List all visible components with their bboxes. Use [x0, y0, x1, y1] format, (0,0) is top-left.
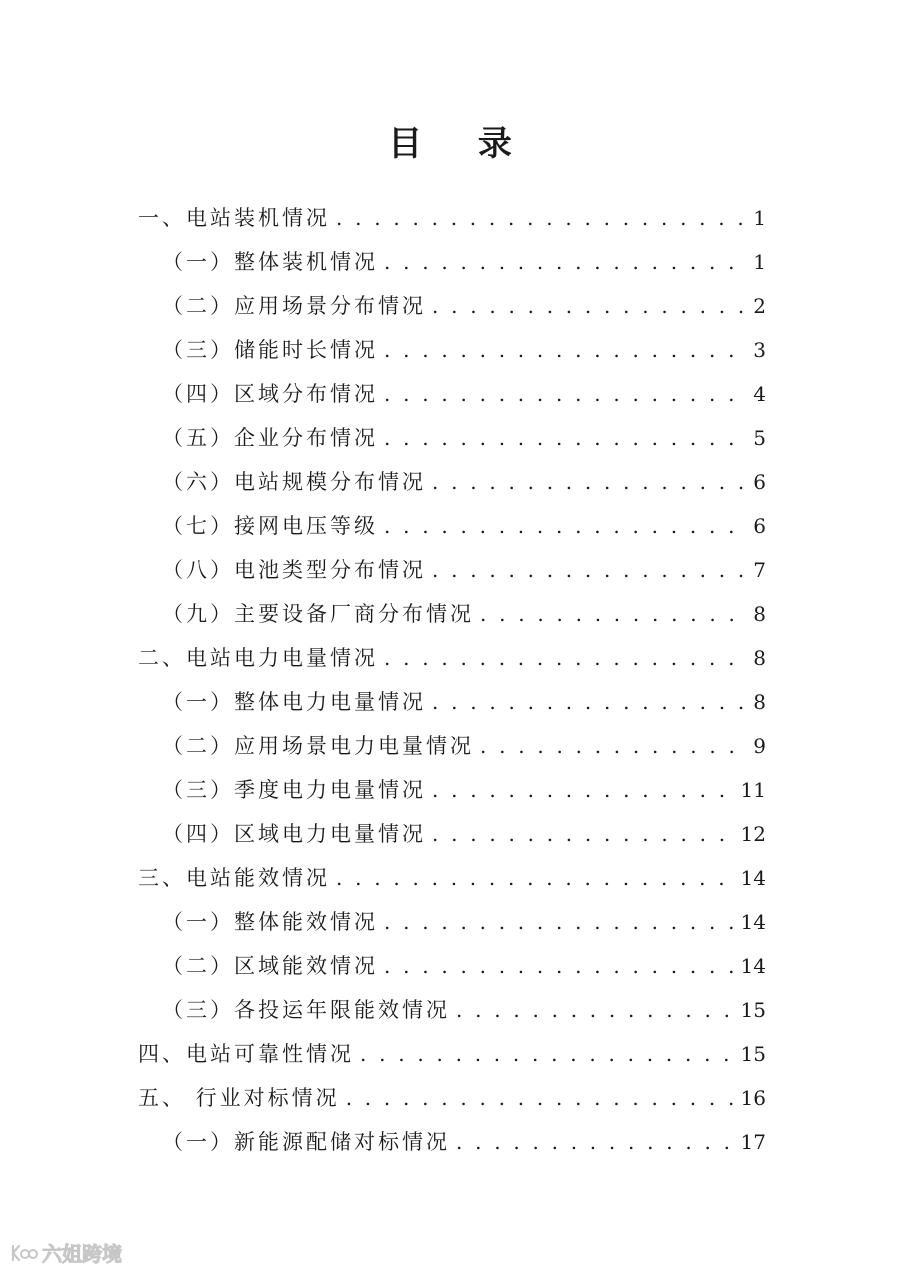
toc-entry[interactable] — [138, 592, 766, 636]
toc-page-number: 11 — [740, 778, 766, 802]
toc-leader-dots — [432, 680, 749, 724]
toc-entry-title: （二）区域能效情况 — [162, 954, 378, 978]
toc-leader-dots — [432, 548, 749, 592]
toc-entry[interactable] — [138, 504, 766, 548]
toc-page-number: 14 — [740, 910, 766, 934]
toc-entry[interactable] — [138, 240, 766, 284]
toc-leader-dots — [360, 1032, 737, 1076]
toc-leader-dots — [480, 592, 749, 636]
toc-leader-dots — [456, 1120, 737, 1164]
toc-page-number: 1 — [753, 250, 766, 274]
toc-entry[interactable] — [138, 372, 766, 416]
toc-entry-title: 二、电站电力电量情况 — [138, 646, 378, 670]
toc-page-number: 8 — [753, 602, 766, 626]
toc-page-number: 12 — [740, 822, 766, 846]
page-title: 目 录 — [388, 124, 534, 164]
toc-entry[interactable] — [138, 812, 766, 856]
toc-page-number: 6 — [753, 470, 766, 494]
toc-entry[interactable] — [138, 1120, 766, 1164]
toc-entry-title: 三、电站能效情况 — [138, 866, 330, 890]
toc-leader-dots — [384, 328, 749, 372]
toc-entry[interactable] — [138, 416, 766, 460]
toc-leader-dots — [384, 636, 749, 680]
toc-entry[interactable] — [138, 1076, 766, 1120]
toc-page-number: 7 — [753, 558, 766, 582]
toc-entry-title: （八）电池类型分布情况 — [162, 558, 426, 582]
toc-leader-dots — [456, 988, 737, 1032]
toc-entry-title: （一）新能源配储对标情况 — [162, 1130, 450, 1154]
toc-leader-dots — [346, 1076, 737, 1120]
toc-leader-dots — [384, 240, 749, 284]
toc-entry-title: （一）整体电力电量情况 — [162, 690, 426, 714]
toc-page-number: 6 — [753, 514, 766, 538]
toc-page-number: 14 — [740, 954, 766, 978]
toc-page-number: 16 — [740, 1086, 766, 1110]
toc-page-number: 15 — [740, 998, 766, 1022]
toc-entry-title: （一）整体装机情况 — [162, 250, 378, 274]
watermark-text: 六姐跨境 — [42, 1242, 122, 1266]
toc-entry[interactable] — [138, 1032, 766, 1076]
toc-page-number: 17 — [740, 1130, 766, 1154]
toc-entry[interactable] — [138, 988, 766, 1032]
toc-entry[interactable] — [138, 944, 766, 988]
toc-leader-dots — [336, 856, 737, 900]
toc-entry[interactable] — [138, 636, 766, 680]
toc-page-number: 3 — [753, 338, 766, 362]
toc-page-number: 2 — [753, 294, 766, 318]
toc-leader-dots — [384, 372, 749, 416]
toc-leader-dots — [336, 196, 749, 240]
toc-entry-title: （三）各投运年限能效情况 — [162, 998, 450, 1022]
toc-leader-dots — [384, 416, 749, 460]
toc-leader-dots — [432, 768, 737, 812]
toc-page-number: 4 — [753, 382, 766, 406]
toc-entry-title: （二）应用场景电力电量情况 — [162, 734, 474, 758]
toc-page-number: 14 — [740, 866, 766, 890]
toc-page-number: 8 — [753, 646, 766, 670]
table-of-contents — [138, 196, 766, 1164]
toc-entry[interactable] — [138, 768, 766, 812]
toc-entry[interactable] — [138, 196, 766, 240]
toc-entry[interactable] — [138, 856, 766, 900]
toc-page-number: 1 — [753, 206, 766, 230]
toc-leader-dots — [384, 900, 737, 944]
toc-entry[interactable] — [138, 680, 766, 724]
watermark-logo-icon — [10, 1242, 38, 1264]
toc-leader-dots — [480, 724, 749, 768]
toc-entry[interactable] — [138, 284, 766, 328]
toc-page-number: 9 — [753, 734, 766, 758]
toc-entry-title: （一）整体能效情况 — [162, 910, 378, 934]
toc-entry-title: （四）区域电力电量情况 — [162, 822, 426, 846]
toc-entry[interactable] — [138, 724, 766, 768]
toc-leader-dots — [384, 944, 737, 988]
toc-entry[interactable] — [138, 548, 766, 592]
toc-page-number: 15 — [740, 1042, 766, 1066]
toc-entry-title: （九）主要设备厂商分布情况 — [162, 602, 474, 626]
toc-entry-title: （三）季度电力电量情况 — [162, 778, 426, 802]
toc-entry-title: （六）电站规模分布情况 — [162, 470, 426, 494]
watermark — [10, 1238, 122, 1267]
toc-entry-title: （五）企业分布情况 — [162, 426, 378, 450]
toc-leader-dots — [432, 284, 749, 328]
toc-leader-dots — [432, 812, 737, 856]
toc-entry[interactable] — [138, 460, 766, 504]
toc-entry[interactable] — [138, 900, 766, 944]
toc-entry-title: 四、电站可靠性情况 — [138, 1042, 354, 1066]
toc-entry-title: （四）区域分布情况 — [162, 382, 378, 406]
toc-page-number: 5 — [753, 426, 766, 450]
toc-entry-title: 五、 行业对标情况 — [138, 1086, 340, 1110]
toc-entry-title: 一、电站装机情况 — [138, 206, 330, 230]
toc-page-number: 8 — [753, 690, 766, 714]
toc-entry-title: （三）储能时长情况 — [162, 338, 378, 362]
toc-leader-dots — [432, 460, 749, 504]
toc-leader-dots — [384, 504, 749, 548]
toc-entry[interactable] — [138, 328, 766, 372]
toc-entry-title: （二）应用场景分布情况 — [162, 294, 426, 318]
toc-entry-title: （七）接网电压等级 — [162, 514, 378, 538]
